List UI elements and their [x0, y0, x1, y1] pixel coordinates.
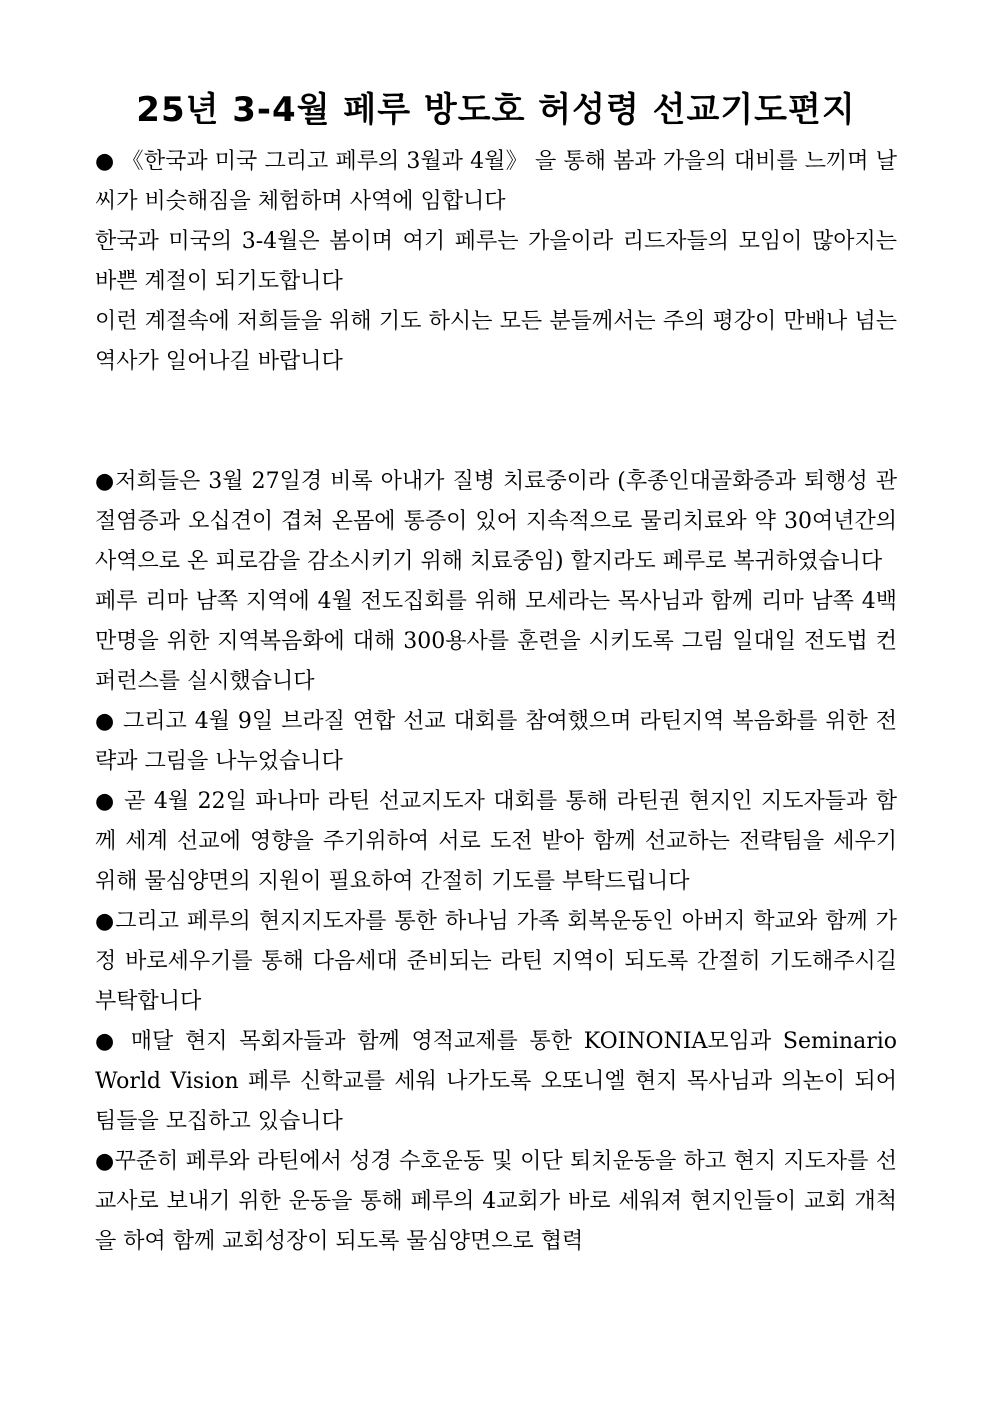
paragraph-brazil-conference: ● 그리고 4월 9일 브라질 연합 선교 대회를 참여했으며 라틴지역 복음화를 위한 전략과 그림을 나누었습니다	[95, 709, 897, 774]
letter-page	[95, 86, 897, 1262]
paragraph-return-to-peru: ●저희들은 3월 27일경 비록 아내가 질병 치료중이라 (후종인대골화증과 퇴행성 관절염증과 오십견이 겹쳐 온몸에 통증이 있어 지속적으로 물리치료와 약 30여년간의 사역으로 온 피로감을 감소시키기 위해 치료중임) 할지라도 페루로 복귀하였습니다	[95, 469, 897, 574]
paragraph-seasons-intro: ● 《한국과 미국 그리고 페루의 3월과 4월》 을 통해 봄과 가을의 대비를 느끼며 날씨가 비슷해짐을 체험하며 사역에 임합니다	[95, 149, 897, 214]
letter-body	[95, 142, 897, 1262]
paragraph-bible-movement: ●꾸준히 페루와 라틴에서 성경 수호운동 및 이단 퇴치운동을 하고 현지 지도자를 선교사로 보내기 위한 운동을 통해 페루의 4교회가 바로 세워져 현지인들이 교회 개척을 하여 함께 교회성장이 되도록 물심양면으로 협력	[95, 1149, 897, 1254]
paragraph-blessing: 이런 계절속에 저희들을 위해 기도 하시는 모든 분들께서는 주의 평강이 만배나 넘는 역사가 일어나길 바랍니다	[95, 309, 897, 374]
paragraph-fathers-school: ●그리고 페루의 현지지도자를 통한 하나님 가족 회복운동인 아버지 학교와 함께 가정 바로세우기를 통해 다음세대 준비되는 라틴 지역이 되도록 간절히 기도해주시길 부탁합니다	[95, 909, 897, 1014]
paragraph-panama-conference: ● 곧 4월 22일 파나마 라틴 선교지도자 대회를 통해 라틴권 현지인 지도자들과 함께 세계 선교에 영향을 주기위하여 서로 도전 받아 함께 선교하는 전략팀을 세우기 위해 물심양면의 지원이 필요하여 간절히 기도를 부탁드립니다	[95, 789, 897, 894]
letter-title: 25년 3-4월 페루 방도호 허성령 선교기도편지	[136, 90, 856, 130]
paragraph-seasons-busy: 한국과 미국의 3-4월은 봄이며 여기 페루는 가을이라 리드자들의 모임이 많아지는 바쁜 계절이 되기도합니다	[95, 229, 897, 294]
paragraph-lima-conference: 페루 리마 남쪽 지역에 4월 전도집회를 위해 모세라는 목사님과 함께 리마 남쪽 4백만명을 위한 지역복음화에 대해 300용사를 훈련을 시키도록 그림 일대일 전도법 컨퍼런스를 실시했습니다	[95, 589, 897, 694]
paragraph-spacer	[95, 382, 897, 462]
paragraph-koinonia-seminary: ● 매달 현지 목회자들과 함께 영적교제를 통한 KOINONIA모임과 Seminario World Vision 페루 신학교를 세워 나가도록 오또니엘 현지 목사님과 의논이 되어 팀들을 모집하고 있습니다	[95, 1029, 897, 1134]
